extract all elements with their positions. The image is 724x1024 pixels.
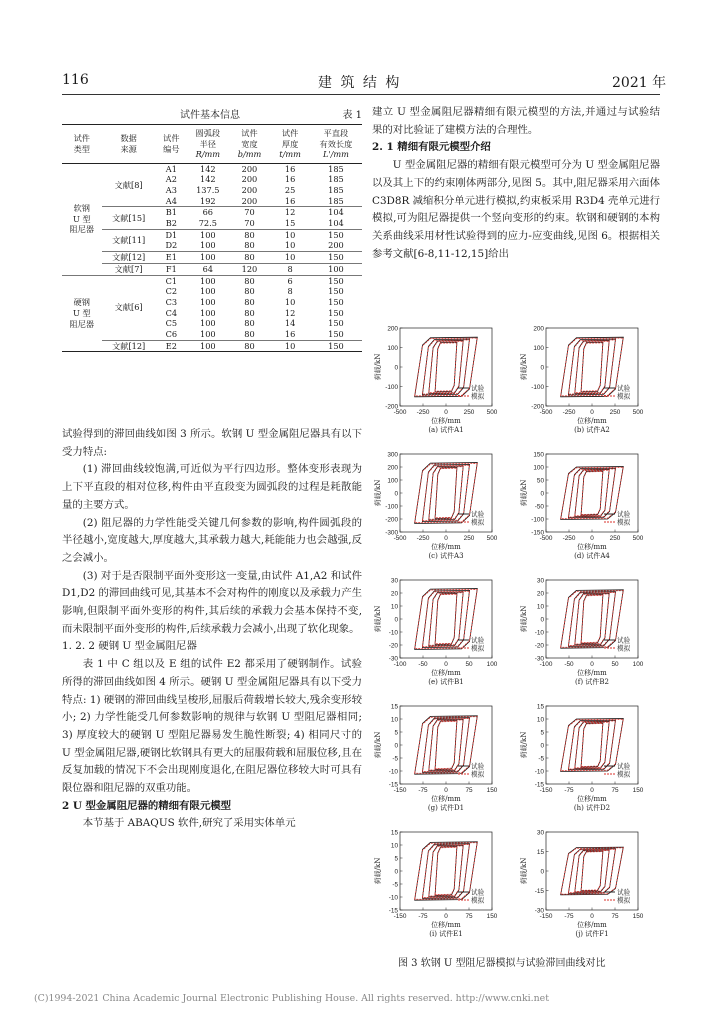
legend-sim-label: 模拟 [471,770,485,779]
x-tick-label: 100 [632,661,644,668]
y-tick-label: -5 [538,755,544,763]
y-tick-label: -30 [534,655,544,663]
test-curve [435,721,457,770]
y-tick-label: 10 [390,603,398,611]
x-tick-label: -150 [393,913,407,920]
sim-curve [435,847,457,894]
table-row: B2 72.5 70 15 104 [165,218,344,229]
panel-caption: (f) 试件B2 [575,678,609,686]
test-curve [575,850,609,892]
y-tick-label: 100 [533,464,544,472]
x-tick-label: 0 [590,535,594,542]
figure-3 [370,322,662,954]
sim-curve [561,591,624,648]
hysteresis-panel [373,451,498,560]
y-tick-label: -300 [385,529,398,537]
x-tick-label: -500 [393,535,407,542]
y-tick-label: 50 [536,477,544,485]
legend-test-label: 试验 [617,510,631,519]
x-axis-label: 位移/mm [431,669,461,677]
x-tick-label: 50 [465,661,473,668]
legend-sim-label: 模拟 [617,644,631,653]
sim-curve [435,468,457,518]
x-tick-label: 500 [632,535,644,542]
page-number: 116 [62,72,89,88]
y-tick-label: 15 [536,703,544,711]
col-header: 试件 宽度 b/mm [237,128,262,159]
sim-curve [575,722,609,768]
x-tick-label: 75 [611,787,619,794]
y-tick-label: -20 [534,642,544,650]
hysteresis-panel [519,829,644,938]
panel-caption: (e) 试件B1 [428,678,464,686]
y-tick-label: 0 [394,868,398,876]
y-tick-label: -10 [534,629,544,637]
hysteresis-panel [519,451,644,560]
panel-caption: (c) 试件A3 [428,552,464,560]
legend-sim-label: 模拟 [617,518,631,527]
x-tick-label: 0 [444,535,448,542]
x-tick-label: -75 [418,913,428,920]
legend-test-label: 试验 [617,636,631,645]
x-tick-label: -50 [418,661,428,668]
test-curve [435,342,457,392]
x-tick-label: -150 [539,913,553,920]
sim-curve [415,717,478,774]
x-tick-label: 75 [465,787,473,794]
y-tick-label: -150 [531,529,544,537]
x-tick-label: 0 [590,661,594,668]
y-tick-label: 10 [390,842,398,850]
test-curve [429,341,463,394]
table-row: C3 100 80 10 150 [165,296,344,307]
legend-test-label: 试验 [471,510,485,519]
y-tick-label: 15 [390,829,398,837]
test-curve [575,593,609,645]
test-curve [429,719,463,771]
x-tick-label: -150 [539,787,553,794]
legend-test-label: 试验 [471,888,485,897]
sim-curve [561,848,624,894]
panel-caption: (h) 试件D2 [573,804,611,812]
test-curve [435,594,457,645]
section-heading: 2 U 型金属阻尼器的精细有限元模型 [62,799,231,812]
section-heading: 2. 1 精细有限元模型介绍 [372,141,491,154]
x-tick-label: -50 [564,661,574,668]
paragraph: U 型金属阻尼器的精细有限元模型可分为 U 型金属阻尼器以及其上下的约束刚体两部分,见图 5。其中,阻尼器采用六面体 C3D8R 减缩积分单元进行模拟,约束板采用 R3D4 壳单元进行模拟,可为阻尼器提供一个竖向变形的约束。软钢和硬钢的本构关系曲线采用材性试验得到的应力-应变曲线,见图 6。根据相关参考文献[6-8,11-12,15]给出 [372,159,660,260]
x-tick-label: -500 [539,535,553,542]
panel-caption: (i) 试件E1 [429,930,463,938]
y-tick-label: -30 [534,907,544,915]
col-header: 试件 厚度 t/mm [279,128,301,159]
paragraph: (3) 对于是否限制平面外变形这一变量,由试件 A1,A2 和试件 D1,D2 的滞回曲线可见,其基本不会对构件的刚度以及承载力产生影响,但限制平面外变形的构件,其后续的承载力会基本保持不变,而未限制平面外变形的构件,后续承载力会减小,出现了软化现象。 [62,569,362,635]
x-tick-label: 150 [632,787,644,794]
x-tick-label: 250 [463,535,475,542]
sim-curve [429,846,463,896]
test-curve [581,471,603,515]
x-axis-label: 位移/mm [577,795,607,803]
table-row: 文献[11] D1 100 80 10 150 [62,229,362,240]
section-heading: 1. 2. 2 硬钢 U 型金属阻尼器 [62,640,197,653]
legend-sim-label: 模拟 [471,644,485,653]
y-tick-label: -10 [388,768,398,776]
y-tick-label: -30 [388,655,398,663]
sim-curve [435,721,457,768]
table-row: 文献[15] B1 66 70 12 104 [62,207,362,218]
x-axis-label: 位移/mm [577,669,607,677]
y-tick-label: 200 [387,325,398,333]
x-tick-label: 0 [590,409,594,416]
table-title: 试件基本信息 [180,110,240,121]
col-header: 数据 来源 [120,133,137,154]
x-tick-label: -500 [539,409,553,416]
table-row: C4 100 80 12 150 [165,307,344,318]
y-tick-label: 0 [394,742,398,750]
y-tick-label: -200 [385,516,398,524]
copyright-footer: (C)1994-2021 China Academic Journal Electronic Publishing House. All rights reserved. http://www.cnki.net [34,993,549,1004]
x-tick-label: -150 [393,787,407,794]
x-tick-label: 0 [444,913,448,920]
y-tick-label: 0 [540,616,544,624]
test-curve [429,592,463,646]
col-header: 试件 编号 [163,133,180,154]
y-tick-label: 200 [387,464,398,472]
test-curve [429,466,463,520]
y-tick-label: 30 [390,577,398,585]
x-tick-label: -100 [539,661,553,668]
y-tick-label: 20 [390,590,398,598]
x-axis-label: 位移/mm [577,417,607,425]
legend-test-label: 试验 [617,384,631,393]
panel-caption: (j) 试件F1 [575,930,609,938]
hysteresis-panel [373,829,498,938]
y-axis-label: 荷载/kN [520,605,528,633]
specimen-table [62,124,362,352]
panel-caption: (a) 试件A1 [428,426,464,434]
table-row: 硬钢 U 型 阻尼器 文献[6] C1 100 80 6 150 [62,275,362,286]
table-row: A4 192 200 16 185 [165,195,344,206]
y-tick-label: -100 [385,503,398,511]
sim-curve [581,724,603,767]
table-header-row [62,125,362,164]
x-tick-label: 100 [486,661,498,668]
y-tick-label: 150 [533,451,544,459]
source-cell: 文献[11] [102,229,156,251]
y-axis-label: 荷载/kN [374,605,382,633]
sim-curve [561,338,624,396]
x-tick-label: 500 [486,409,498,416]
col-header: 试件 类型 [73,133,90,154]
x-tick-label: 0 [590,913,594,920]
y-tick-label: 10 [390,716,398,724]
y-tick-label: 100 [387,477,398,485]
y-tick-label: -100 [531,516,544,524]
paragraph: (2) 阻尼器的力学性能受关键几何参数的影响,构件圆弧段的半径越小,宽度越大,厚度越大,其承载力越大,耗能能力也会越强,反之会减小。 [62,516,362,564]
x-axis-label: 位移/mm [577,543,607,551]
y-tick-label: 10 [536,603,544,611]
x-tick-label: 50 [611,661,619,668]
sim-curve [575,341,609,392]
x-tick-label: 0 [444,787,448,794]
y-axis-label: 荷载/kN [520,731,528,759]
sim-curve [575,594,609,644]
table-row: A3 137.5 200 25 185 [165,184,344,195]
left-column-text [62,426,362,833]
y-tick-label: -10 [388,894,398,902]
x-tick-label: 0 [590,787,594,794]
hysteresis-panel [519,577,644,686]
x-tick-label: 500 [486,535,498,542]
y-tick-label: 30 [536,577,544,585]
y-tick-label: 10 [536,716,544,724]
sim-curve [435,343,457,391]
table-row: C6 100 80 16 150 [165,329,344,340]
legend-test-label: 试验 [471,636,485,645]
sim-curve [415,338,478,396]
legend-test-label: 试验 [617,888,631,897]
x-tick-label: 500 [632,409,644,416]
y-tick-label: 0 [394,364,398,372]
x-axis-label: 位移/mm [431,543,461,551]
x-tick-label: -250 [416,535,430,542]
x-tick-label: -250 [562,535,576,542]
y-tick-label: -50 [534,503,544,511]
table-row: A2 142 200 16 185 [165,174,344,185]
x-tick-label: 0 [444,661,448,668]
x-tick-label: 75 [465,913,473,920]
y-tick-label: 100 [387,344,398,352]
sim-curve [575,851,609,892]
legend-test-label: 试验 [617,762,631,771]
journal-year: 2021 年 [612,75,667,91]
test-curve [575,722,609,769]
group-hard-steel: 硬钢 U 型 阻尼器 [62,275,102,352]
test-curve [581,723,603,767]
x-tick-label: 150 [486,913,498,920]
journal-title: 建 筑 结 构 [318,75,402,91]
source-cell: 文献[12] [102,340,156,352]
hysteresis-panel [519,325,644,434]
x-tick-label: -75 [564,787,574,794]
x-tick-label: 250 [609,535,621,542]
legend-sim-label: 模拟 [471,896,485,905]
y-axis-label: 荷载/kN [520,857,528,885]
source-cell: 文献[8] [114,179,143,190]
x-tick-label: -250 [416,409,430,416]
x-tick-label: -250 [562,409,576,416]
paragraph: 试验得到的滞回曲线如图 3 所示。软钢 U 型金属阻尼器具有以下受力特点: [62,428,362,458]
y-axis-label: 荷载/kN [520,479,528,507]
hysteresis-panel [373,325,498,434]
panel-caption: (d) 试件A4 [574,552,610,560]
y-tick-label: -100 [385,383,398,391]
col-header: 圆弧段 半径 R/mm [195,128,221,159]
y-tick-label: 200 [533,325,544,333]
y-tick-label: 5 [540,729,544,737]
test-curve [429,845,463,897]
paragraph: 建立 U 型金属阻尼器精细有限元模型的方法,并通过与试验结果的对比验证了建模方法的合理性。 [372,106,660,136]
sim-curve [561,719,624,770]
y-tick-label: 0 [394,616,398,624]
test-curve [581,851,603,891]
panel-caption: (g) 试件D1 [427,804,465,812]
test-curve [561,590,624,648]
test-curve [575,470,609,517]
test-curve [435,847,457,896]
table-row: 软钢 U 型 阻尼器 文献[8] A1 142 200 16 185 [62,163,362,174]
y-tick-label: 0 [540,742,544,750]
y-tick-label: -200 [531,403,544,411]
table-row: C2 100 80 8 150 [165,286,344,297]
x-axis-label: 位移/mm [431,417,461,425]
y-axis-label: 荷载/kN [374,479,382,507]
source-cell: 文献[7] [102,263,156,275]
test-curve [575,341,609,394]
y-axis-label: 荷载/kN [374,353,382,381]
legend-sim-label: 模拟 [617,770,631,779]
y-tick-label: -20 [388,642,398,650]
y-tick-label: -15 [388,907,398,915]
y-tick-label: -15 [534,781,544,789]
x-axis-label: 位移/mm [431,795,461,803]
x-tick-label: 250 [609,409,621,416]
x-tick-label: 150 [632,913,644,920]
y-tick-label: 15 [536,848,544,856]
hysteresis-panel [373,577,498,686]
legend-sim-label: 模拟 [617,896,631,905]
legend-test-label: 试验 [471,384,485,393]
group-soft-steel: 软钢 U 型 阻尼器 [69,202,95,235]
test-curve [561,719,624,772]
sim-curve [561,467,624,518]
y-tick-label: -200 [385,403,398,411]
sim-curve [581,595,603,642]
col-header: 平直段 有效长度 L'/mm [319,128,353,159]
x-tick-label: 250 [463,409,475,416]
y-tick-label: -15 [388,781,398,789]
y-tick-label: 20 [536,590,544,598]
sim-curve [435,594,457,644]
source-cell: 文献[15] [102,207,156,229]
y-tick-label: 300 [387,451,398,459]
figure-caption: 图 3 软钢 U 型阻尼器模拟与试验滞回曲线对比 [398,958,606,969]
table-row: 文献[12] E1 100 80 10 150 [62,252,362,264]
source-cell: 文献[12] [102,252,156,264]
source-cell: 文献[6] [102,275,156,340]
x-axis-label: 位移/mm [577,921,607,929]
test-curve [561,467,624,520]
sim-curve [581,343,603,391]
y-tick-label: 0 [540,364,544,372]
legend-sim-label: 模拟 [471,518,485,527]
sim-curve [429,720,463,770]
y-tick-label: 30 [536,829,544,837]
sim-curve [429,341,463,392]
x-tick-label: -75 [564,913,574,920]
table-row: D2 100 80 10 200 [165,240,344,251]
x-tick-label: 150 [486,787,498,794]
legend-test-label: 试验 [471,762,485,771]
sim-curve [575,470,609,516]
test-curve [415,842,478,900]
y-tick-label: -5 [392,755,398,763]
sim-curve [581,852,603,891]
y-tick-label: -10 [534,768,544,776]
hysteresis-panel [519,703,644,812]
y-tick-label: 0 [540,868,544,876]
x-tick-label: 75 [611,913,619,920]
table-row: 文献[7] F1 64 120 8 100 [62,263,362,275]
table-row: C5 100 80 14 150 [165,318,344,329]
right-column-text [372,104,660,263]
y-axis-label: 荷载/kN [520,353,528,381]
y-tick-label: -15 [534,887,544,895]
test-curve [435,468,457,519]
sim-curve [581,472,603,515]
hysteresis-panel [373,703,498,812]
x-tick-label: -100 [393,661,407,668]
paragraph: 本节基于 ABAQUS 软件,研究了采用实体单元 [82,817,296,830]
sim-curve [429,467,463,520]
panel-caption: (b) 试件A2 [574,426,610,434]
y-tick-label: 0 [540,490,544,498]
x-axis-label: 位移/mm [431,921,461,929]
sim-curve [415,843,478,900]
test-curve [415,716,478,774]
y-tick-label: 15 [390,703,398,711]
table-row: 文献[12] E2 100 80 10 150 [62,340,362,352]
y-tick-label: -5 [392,881,398,889]
y-axis-label: 荷载/kN [374,857,382,885]
y-tick-label: 5 [394,729,398,737]
x-tick-label: -500 [393,409,407,416]
paragraph: 表 1 中 C 组以及 E 组的试件 E2 都采用了硬钢制作。试验所得的滞回曲线如图 4 所示。硬钢 U 型金属阻尼器具有以下受力特点: 1) 硬钢的滞回曲线呈梭形,屈服后荷载增长较大,残余变形较小; 2) 力学性能受几何参数影响的规律与软钢 U 型阻尼器相同; 3) 厚度较大的硬钢 U 型阻尼器易发生脆性断裂; 4) 相同尺寸的 U 型金属阻尼器,硬钢比软钢具有更大的屈服荷载和屈服位移,且在反复加载的情况下不会出现刚度退化,在阻尼器位移较大时可具有限位器和阻尼器的双重功能。 [62,658,362,795]
paragraph: (1) 滞回曲线较饱满,可近似为平行四边形。整体变形表现为上下平直段的相对位移,构件由平直段变为圆弧段的过程是耗散能量的主要方式。 [62,463,362,511]
legend-sim-label: 模拟 [617,392,631,401]
y-tick-label: 0 [394,490,398,498]
sim-curve [429,593,463,646]
y-tick-label: 100 [533,344,544,352]
legend-sim-label: 模拟 [471,392,485,401]
y-tick-label: 5 [394,855,398,863]
y-axis-label: 荷载/kN [374,731,382,759]
header-rule [62,94,660,95]
test-curve [561,847,624,895]
y-tick-label: -100 [531,383,544,391]
x-tick-label: 0 [444,409,448,416]
y-tick-label: -10 [388,629,398,637]
table-label: 表 1 [342,110,362,121]
test-curve [581,342,603,392]
x-tick-label: -75 [418,787,428,794]
test-curve [581,595,603,644]
